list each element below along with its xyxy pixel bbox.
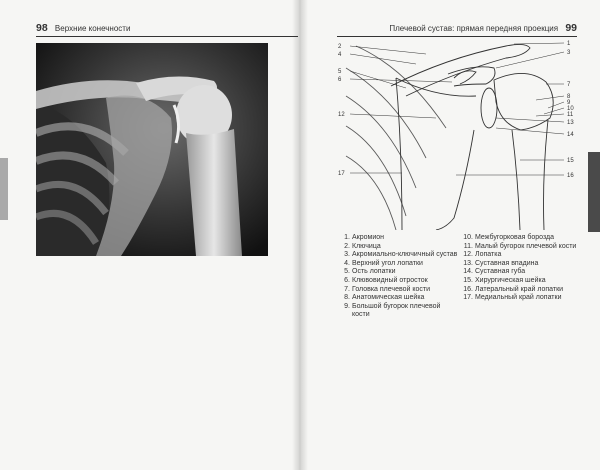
legend-text: Ключица — [352, 242, 381, 250]
legend-item — [340, 303, 458, 320]
legend-text: Акромиально-ключичный сустав — [352, 251, 458, 259]
right-page-number: 99 — [565, 22, 577, 34]
legend-number: 12. — [463, 251, 473, 259]
callout-line — [536, 96, 564, 100]
callout-line — [496, 128, 564, 134]
legend-item — [460, 286, 578, 295]
legend-text: Верхний угол лопатки — [352, 259, 423, 267]
legend-number: 7. — [344, 285, 350, 293]
legend-text: Головка плечевой кости — [352, 285, 431, 293]
legend-item — [340, 234, 458, 243]
right-running-header — [337, 22, 577, 37]
legend-text: Анатомическая шейка — [352, 294, 425, 302]
xray-graphic — [36, 43, 268, 256]
legend-item — [340, 277, 458, 286]
legend-item — [340, 243, 458, 252]
legend-item — [340, 260, 458, 269]
legend-text: Большой бугорок плечевой кости — [352, 302, 441, 319]
legend-number: 16. — [463, 285, 473, 293]
scapula-outline — [396, 78, 476, 230]
left-running-header — [36, 22, 298, 37]
legend-number: 15. — [463, 276, 473, 284]
legend-number: 13. — [463, 259, 473, 267]
legend-item — [460, 251, 578, 260]
callout-number: 7 — [567, 82, 571, 88]
legend-item — [460, 234, 578, 243]
callout-number: 1 — [567, 41, 571, 47]
legend-text: Клювовидный отросток — [352, 276, 428, 284]
legend-item — [340, 268, 458, 277]
glenoid-outline — [481, 88, 497, 128]
callout-number: 16 — [567, 173, 574, 179]
callout-number: 2 — [338, 44, 342, 50]
legend-item — [460, 243, 578, 252]
right-running-head: Плечевой сустав: прямая передняя проекция — [389, 24, 559, 33]
legend-number: 8. — [344, 294, 350, 302]
callout-number: 15 — [567, 158, 574, 164]
legend-number: 2. — [344, 242, 350, 250]
callout-line — [544, 108, 564, 114]
callout-line — [350, 46, 426, 54]
shoulder-xray-image — [36, 43, 268, 256]
callout-number: 11 — [567, 112, 574, 118]
shoulder-line-diagram — [336, 38, 582, 230]
callout-line — [350, 71, 406, 88]
callout-number: 10 — [567, 106, 574, 112]
callout-number: 9 — [567, 100, 571, 106]
callout-number: 12 — [338, 112, 345, 118]
legend-number: 11. — [463, 242, 473, 250]
callout-number: 13 — [567, 120, 574, 126]
legend-text: Ость лопатки — [352, 268, 396, 276]
legend-number: 14. — [463, 268, 473, 276]
legend-text: Малый бугорок плечевой кости — [475, 242, 577, 250]
callout-number: 6 — [338, 77, 342, 83]
callout-line — [548, 102, 564, 108]
callout-line — [350, 54, 416, 64]
legend-left-column — [340, 234, 458, 320]
legend-text: Межбугорковая борозда — [475, 234, 554, 241]
callout-number: 5 — [338, 69, 342, 75]
legend-text: Латеральный край лопатки — [475, 285, 564, 293]
legend-item — [460, 268, 578, 277]
callout-line — [536, 114, 564, 116]
legend-item — [460, 294, 578, 303]
left-running-head: Верхние конечности — [54, 24, 131, 33]
callout-number: 3 — [567, 50, 571, 56]
legend-number: 9. — [344, 302, 350, 310]
legend-number: 6. — [344, 276, 350, 284]
callout-line — [514, 43, 564, 44]
legend-right-column — [460, 234, 578, 303]
callout-line — [496, 52, 564, 68]
legend-number: 5. — [344, 268, 350, 276]
legend-item — [460, 277, 578, 286]
humeral-head-outline — [494, 73, 553, 130]
callout-number: 17 — [338, 171, 345, 177]
legend-item — [340, 294, 458, 303]
legend-item — [340, 251, 458, 260]
legend-text: Медиальный край лопатки — [475, 294, 562, 302]
diagram-drawing — [336, 38, 582, 230]
coracoid-outline — [454, 71, 476, 84]
book-gutter — [292, 0, 308, 470]
left-page-number: 98 — [36, 22, 48, 34]
callout-line — [350, 114, 436, 118]
callout-number: 4 — [338, 52, 342, 58]
right-thumb-tab — [588, 152, 600, 232]
legend-text: Лопатка — [475, 251, 502, 259]
callout-number: 14 — [567, 132, 574, 138]
legend-number: 3. — [344, 251, 350, 259]
legend-number: 17. — [463, 294, 473, 302]
legend-number: 10. — [463, 234, 473, 241]
legend-text: Суставная губа — [475, 268, 526, 276]
legend-text: Хирургическая шейка — [475, 276, 546, 284]
legend-text: Акромион — [352, 234, 384, 241]
legend-text: Суставная впадина — [475, 259, 539, 267]
legend-number: 4. — [344, 259, 350, 267]
legend-number: 1. — [344, 234, 350, 241]
left-thumb-tab — [0, 158, 8, 220]
callout-number: 8 — [567, 94, 571, 100]
legend-item — [340, 286, 458, 295]
